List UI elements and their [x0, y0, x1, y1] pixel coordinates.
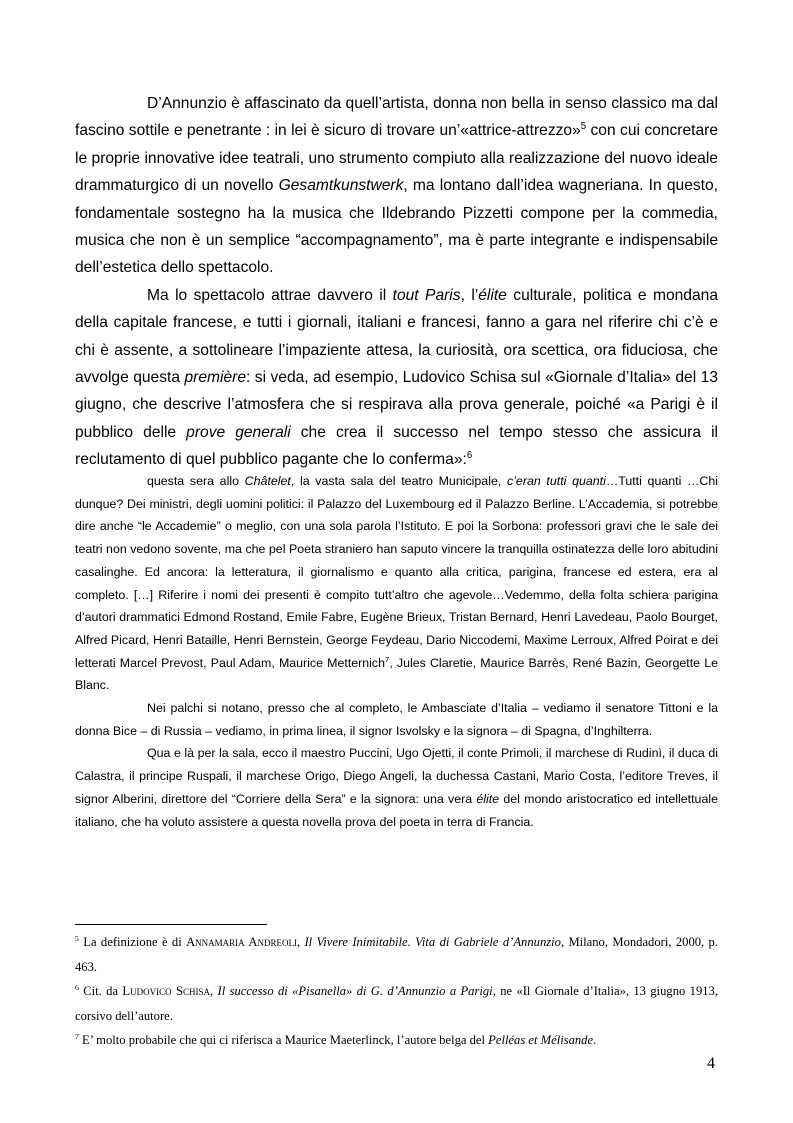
paragraph-text: che crea il successo nel tempo stesso che assicura il reclutamento di quel pubblico pagante che lo conferma»:: [75, 423, 718, 469]
quote-paragraph-1: [75, 470, 718, 697]
italic-term: élite: [478, 286, 507, 304]
paragraph-text: con cui concretare le proprie innovative idee teatrali, uno strumento compiuto alla realizzazione del nuovo ideale drammaturgico di un novello: [75, 122, 719, 195]
footnote-text: , Milano, Mondadori, 2000, p. 463.: [75, 935, 719, 974]
quote-paragraph-2: [75, 697, 718, 742]
italic-term: Gesamtkunstwerk: [278, 177, 404, 195]
footnote-text: ,: [209, 984, 218, 998]
footnote-title: Pelléas et Mélisande: [488, 1033, 594, 1047]
page-number: 4: [707, 1055, 715, 1072]
quote-text: Nei palchi si notano, presso che al completo, le Ambasciate d’Italia – vediamo il senatore Tittoni e la donna Bice – di Russia – vediamo, in prima linea, il signor Isvolsky e la signora – di Spagna, d’Inghilterra.: [75, 701, 718, 738]
footnote-text: La definizione è di: [78, 935, 187, 949]
footnote-text: , ne «Il Giornale d’Italia», 13 giugno 1913, corsivo dell’autore.: [75, 984, 719, 1023]
italic-term: Châtelet: [244, 474, 291, 488]
quote-paragraph-3: [75, 742, 718, 833]
paragraph-text: D’Annunzio è affascinato da quell’artista, donna non bella in senso classico ma dal fascino sottile e penetrante : in lei è sicuro di trovare un’«attrice-attrezzo»: [75, 95, 718, 140]
paragraph-text: Ma lo spettacolo attrae davvero il: [147, 286, 393, 304]
footnote-number: 7: [75, 1031, 79, 1041]
paragraph-text: : si veda, ad esempio, Ludovico Schisa sul «Giornale d’Italia» del 13 giugno, che descrive l’atmosfera che si respirava alla prova generale, poiché «a Parigi è il pubblico delle: [75, 369, 718, 441]
footnote-5: [75, 930, 718, 979]
footnote-7: [75, 1028, 718, 1053]
footnotes: [75, 930, 718, 1053]
footnote-ref-7[interactable]: 7: [385, 654, 390, 664]
quote-text: del mondo aristocratico ed intellettuale italiano, che ha voluto assistere a questa novella prova del poeta in terra di Francia.: [75, 791, 718, 829]
quote-text: , Jules Claretie, Maurice Barrès, René Bazin, Georgette Le Blanc.: [75, 655, 718, 693]
footnote-ref-5[interactable]: 5: [580, 121, 587, 133]
paragraph-1: [75, 90, 718, 282]
footnote-6: [75, 979, 718, 1028]
italic-term: tout Paris: [392, 286, 461, 304]
footnote-separator: [75, 924, 267, 925]
footnote-title: Il Vivere Inimitabile. Vita di Gabriele d’Annunzio: [304, 935, 561, 949]
italic-term: première: [184, 369, 246, 387]
footnote-author: Ludovico Schisa: [122, 984, 210, 998]
paragraph-2: [75, 282, 718, 474]
footnote-text: .: [593, 1033, 597, 1047]
footnote-text: ,: [296, 935, 305, 949]
quote-text: Qua e là per la sala, ecco il maestro Puccini, Ugo Ojetti, il conte Primoli, il marchese di Rudinì, il duca di Calastra, il principe Ruspali, il marchese Origo, Diego Angeli, la duchessa Castani, Mario Costa, l’editore Treves, il signor Alberini, direttore del “Corriere della Sera” e la signora: una vera: [75, 746, 718, 806]
italic-term: c’eran tutti quanti: [506, 474, 606, 488]
quote-text: …Tutti quanti …Chi dunque? Dei ministri, degli uomini politici: il Palazzo del Luxembourg ed il Palazzo Berline. L’Accademia, si potrebbe dire anche “le Accademie” o meglio, con una sola parola l’Istituto. E poi la Sorbona: professori gravi che le sale dei teatri non vedono sovente, ma che pel Poeta straniero han saputo vincere la tranquilla ostinatezza delle loro abitudini casalinghe. Ed ancora: la letteratura, il giornalismo e quanto alla critica, parigina, francese ed estera, era al completo. […] Riferire i nomi dei presenti è compito tutt’altro che agevole…Vedemmo, della folta schiera parigina d’autori drammatici Edmond Rostand, Emile Fabre, Eugène Brieux, Tristan Bernard, Henri Lavedeau, Paolo Bourget, Alfred Picard, Henri Bataille, Henri Bernstein, George Feydeau, Dario Niccodemi, Maxime Lerroux, Alfred Poirat e dei letterati Marcel Prevost, Paul Adam, Maurice Metternich: [75, 474, 718, 670]
paragraph-text: culturale, politica e mondana della capitale francese, e tutti i giornali, italiani e francesi, fanno a gara nel riferire chi c’è e chi è assente, a sottolineare l’impaziente attesa, la curiosità, ora scettica, ora fiduciosa, che avvolge questa: [75, 286, 719, 387]
footnote-title: Il successo di «Pisanella» di G. d’Annunzio a Parigi: [217, 984, 493, 998]
italic-term: élite: [476, 791, 500, 806]
quote-text: questa sera allo: [147, 474, 245, 488]
footnote-text: E’ molto probabile che qui ci riferisca a Maurice Maeterlinck, l’autore belga del: [78, 1033, 489, 1047]
footnote-number: 6: [75, 982, 79, 992]
quote-text: , la vasta sala del teatro Municipale,: [290, 474, 507, 488]
block-quote: [75, 470, 718, 833]
footnote-number: 5: [75, 933, 79, 943]
footnote-text: Cit. da: [78, 984, 123, 998]
footnote-author: Annamaria Andreoli: [186, 935, 297, 949]
main-text: [75, 90, 718, 474]
paragraph-text: , ma lontano dall’idea wagneriana. In questo, fondamentale sostegno ha la musica che Ildebrando Pizzetti compone per la commedia, musica che non è un semplice “accompagnamento”, ma è parte integrante e indispensabile dell’estetica dello spettacolo.: [75, 177, 718, 277]
paragraph-text: , l’: [460, 286, 479, 304]
italic-term: prove generali: [186, 423, 291, 441]
footnote-ref-6[interactable]: 6: [466, 450, 473, 462]
